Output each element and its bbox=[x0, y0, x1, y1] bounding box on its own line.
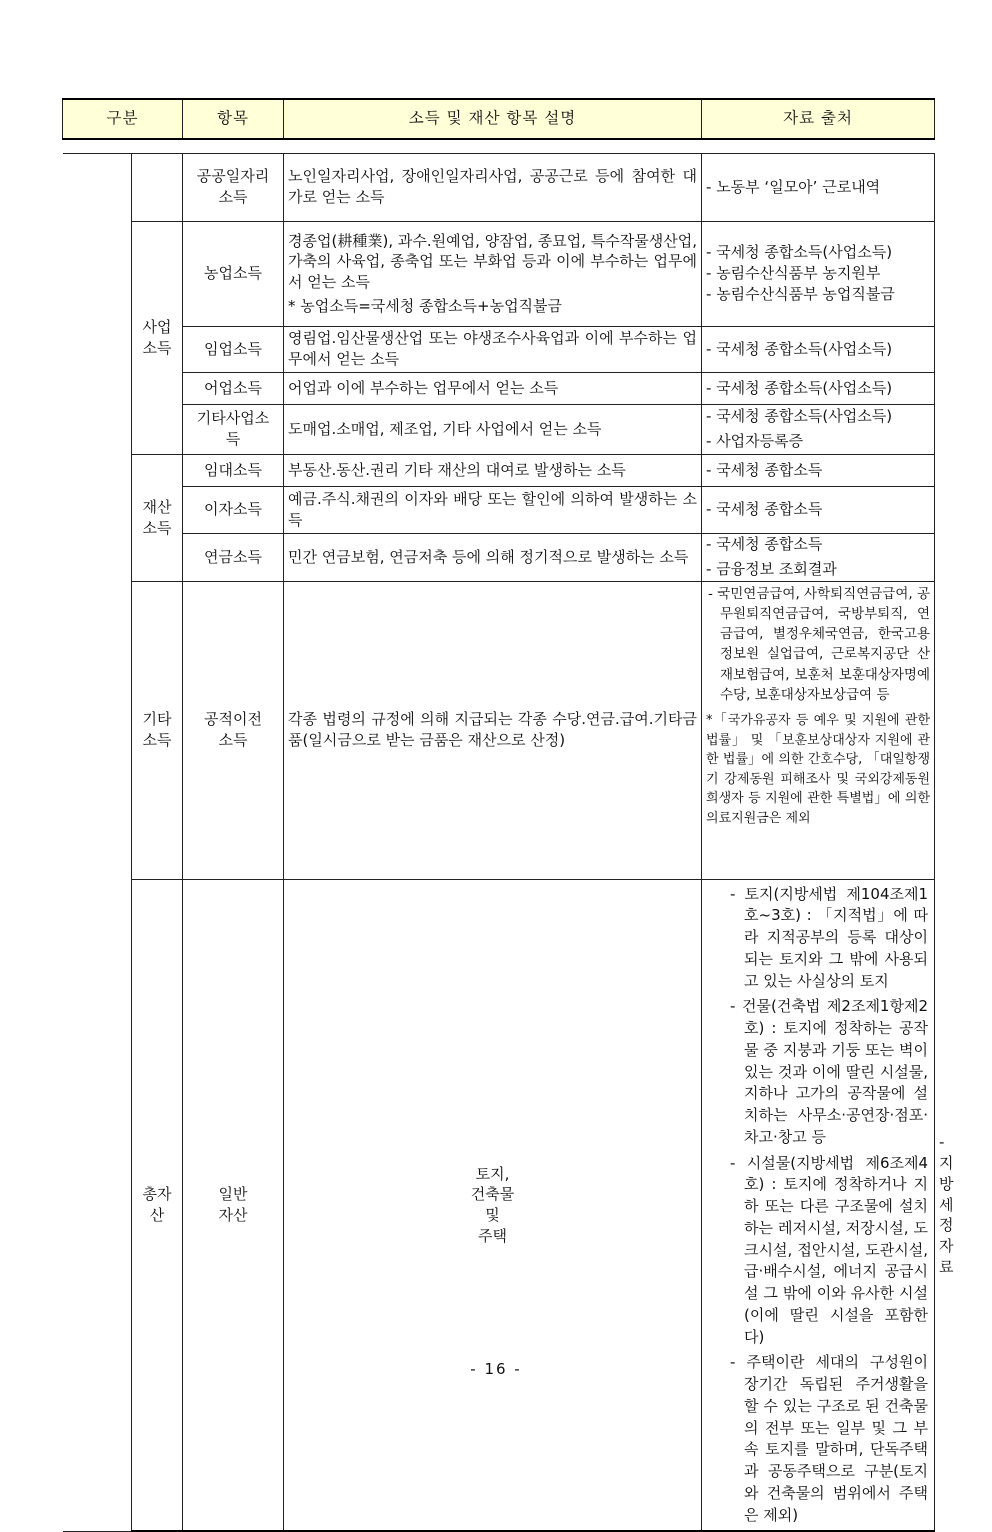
source-cell bbox=[702, 454, 935, 486]
table-header-row bbox=[63, 99, 935, 139]
item-cell: 이자소득 bbox=[183, 486, 284, 533]
item-cell: 어업소득 bbox=[183, 372, 284, 404]
table-row bbox=[63, 153, 935, 221]
description-cell: 부동산.동산.권리 기타 재산의 대여로 발생하는 소득 bbox=[284, 454, 702, 486]
outer-category-blank bbox=[63, 153, 132, 1531]
group-business-income: 사업 소득 bbox=[132, 221, 183, 454]
description-cell: 영림업.임산물생산업 또는 야생조수사육업과 이에 부수하는 업무에서 얻는 소득 bbox=[284, 326, 702, 372]
income-asset-table bbox=[62, 98, 954, 1532]
table-row: 총자산 일반 자산 토지, 건축물 및 주택 - 토지(지방세법 제104조제1호~3호) : 「지적법」에 따라 지적공부의 등록 대상이 되는 토지와 그 밖에 사용되고 있는 사실상의 토지 - 건물(건축법 제2조제1항제2호) : 토지에 정착하는 공작물 중 지붕과 기둥 또는 벽이 있는 것과 이에 딸린 시설물, 지하나 고가의 공작물에 설치하는 사무소·공연장·점포·차고·창고 등 - 시설물(지방세법 제6조제4호) : 토지에 정착하거나 지하 또는 다른 구조물에 설치하는 레저시설, 저장시설, 도크시설, 접안시설, 도관시설, 급·배수시설, 에너지 공급시설 그 밖에 이와 유사한 시설(이에 딸린 시설을 포함한다) - 주택이란 세대의 구성원이 장기간 독립된 주거생활을 할 수 있는 구조로 된 건축물의 전부 또는 일부 및 그 부속 토지를 말하며, 단독주택과 공동주택으로 구분(토지와 건축물의 범위에서 주택은 제외) - 지방세정 자료 bbox=[63, 879, 935, 1531]
group-general-assets: 일반 자산 bbox=[183, 879, 284, 1531]
group-blank bbox=[132, 153, 183, 221]
source-line: - 노동부 ‘일모아’ 근로내역 bbox=[706, 177, 881, 196]
group-total-assets: 총자산 bbox=[132, 879, 183, 1531]
description-cell: 각종 법령의 규정에 의해 지급되는 각종 수당.연금.급여.기타금품(일시금으로 받는 금품은 재산으로 산정) bbox=[284, 581, 702, 879]
source-line: - 국세청 종합소득(사업소득) bbox=[706, 243, 893, 262]
table-row bbox=[63, 326, 935, 372]
source-line: - 사업자등록증 bbox=[706, 432, 804, 450]
source-cell bbox=[702, 404, 935, 454]
item-cell: 임업소득 bbox=[183, 326, 284, 372]
group-other-income: 기타 소득 bbox=[132, 581, 183, 879]
source-cell bbox=[702, 326, 935, 372]
bullet-item: - 주택이란 세대의 구성원이 장기간 독립된 주거생활을 할 수 있는 구조로 된 건축물의 전부 또는 일부 및 그 부속 토지를 말하며, 단독주택과 공동주택으로 구분(토지와 건축물의 범위에서 주택은 제외) bbox=[730, 1353, 929, 1524]
bullet-item: - 토지(지방세법 제104조제1호~3호) : 「지적법」에 따라 지적공부의 등록 대상이 되는 토지와 그 밖에 사용되고 있는 사실상의 토지 bbox=[730, 884, 929, 990]
bullet-item: - 건물(건축법 제2조제1항제2호) : 토지에 정착하는 공작물 중 지붕과 기둥 또는 벽이 있는 것과 이에 딸린 시설물, 지하나 고가의 공작물에 설치하는 사무소·공연장·점포·차고·창고 등 bbox=[730, 997, 929, 1146]
item-cell: 연금소득 bbox=[183, 533, 284, 581]
description-cell bbox=[284, 221, 702, 326]
bullet-item: - 시설물(지방세법 제6조제4호) : 토지에 정착하거나 지하 또는 다른 구조물에 설치하는 레저시설, 저장시설, 도크시설, 접안시설, 도관시설, 급·배수시설, 에너지 공급시설 그 밖에 이와 유사한 시설(이에 딸린 시설을 포함한다) bbox=[730, 1153, 929, 1346]
source-cell bbox=[702, 486, 935, 533]
item-cell: 공공일자리 소득 bbox=[183, 153, 284, 221]
table-row bbox=[63, 404, 935, 454]
source-line: - 국세청 종합소득 bbox=[706, 535, 823, 554]
header-category: 구분 bbox=[63, 99, 183, 139]
source-cell bbox=[702, 372, 935, 404]
source-exclusion-note: *「국가유공자 등 예우 및 지원에 관한 법률」 및 「보훈보상대상자 지원에 관한 법률」에 의한 간호수당, 「대일항쟁기 강제동원 피해조사 및 국외강제동원 희생자 등 지원에 관한 특별법」에 의한 의료지원금은 제외 bbox=[706, 713, 931, 826]
description-cell: 어업과 이에 부수하는 업무에서 얻는 소득 bbox=[284, 372, 702, 404]
source-line: - 농림수산식품부 농업직불금 bbox=[706, 284, 895, 303]
header-source: 자료 출처 bbox=[702, 99, 935, 139]
item-cell: 임대소득 bbox=[183, 454, 284, 486]
table-row bbox=[63, 454, 935, 486]
table-row bbox=[63, 581, 935, 879]
description-cell: 예금.주식.채권의 이자와 배당 또는 할인에 의하여 발생하는 소득 bbox=[284, 486, 702, 533]
table-row bbox=[63, 533, 935, 581]
spacer-row bbox=[63, 139, 935, 153]
source-cell bbox=[702, 153, 935, 221]
description-cell bbox=[702, 879, 935, 1531]
header-description: 소득 및 재산 항목 설명 bbox=[284, 99, 702, 139]
source-line: - 국세청 종합소득(사업소득) bbox=[706, 339, 893, 358]
header-item: 항목 bbox=[183, 99, 284, 139]
description-cell: 민간 연금보험, 연금저축 등에 의해 정기적으로 발생하는 소득 bbox=[284, 533, 702, 581]
item-cell: 기타사업소 득 bbox=[183, 404, 284, 454]
source-line: - 농림수산식품부 농지원부 bbox=[706, 264, 881, 283]
table-row bbox=[63, 372, 935, 404]
source-cell bbox=[702, 533, 935, 581]
group-property-income: 재산 소득 bbox=[132, 454, 183, 581]
source-line: - 국세청 종합소득(사업소득) bbox=[706, 378, 893, 397]
source-line: - 국세청 종합소득(사업소득) bbox=[706, 407, 893, 426]
description-text: 경종업(耕種業), 과수.원예업, 양잠업, 종묘업, 특수작물생산업, 가축의 사육업, 종축업 또는 부화업 등과 이에 부수하는 업무에서 얻는 소득 bbox=[288, 231, 698, 291]
table-row bbox=[63, 221, 935, 326]
source-cell bbox=[702, 221, 935, 326]
farm-note: * 농업소득=국세청 종합소득+농업직불금 bbox=[288, 296, 563, 315]
page-number: - 16 - bbox=[470, 1360, 522, 1378]
table-row bbox=[63, 486, 935, 533]
item-cell: 공적이전 소득 bbox=[183, 581, 284, 879]
source-line: - 국세청 종합소득 bbox=[706, 500, 823, 519]
description-cell: 도매업.소매업, 제조업, 기타 사업에서 얻는 소득 bbox=[284, 404, 702, 454]
description-cell: 노인일자리사업, 장애인일자리사업, 공공근로 등에 참여한 대가로 얻는 소득 bbox=[284, 153, 702, 221]
source-line: - 국민연금급여, 사학퇴직연금급여, 공무원퇴직연금급여, 국방부퇴직, 연금급여, 별정우체국연금, 한국고용정보원 실업급여, 근로복지공단 산재보험급여, 보훈처 보훈대상자명예수당, 보훈대상자보상급여 등 bbox=[708, 585, 931, 703]
source-line: - 국세청 종합소득 bbox=[706, 460, 823, 479]
item-cell: 농업소득 bbox=[183, 221, 284, 326]
source-line: - 금융정보 조회결과 bbox=[706, 560, 837, 578]
source-cell bbox=[702, 581, 935, 879]
item-cell: 토지, 건축물 및 주택 bbox=[284, 879, 702, 1531]
